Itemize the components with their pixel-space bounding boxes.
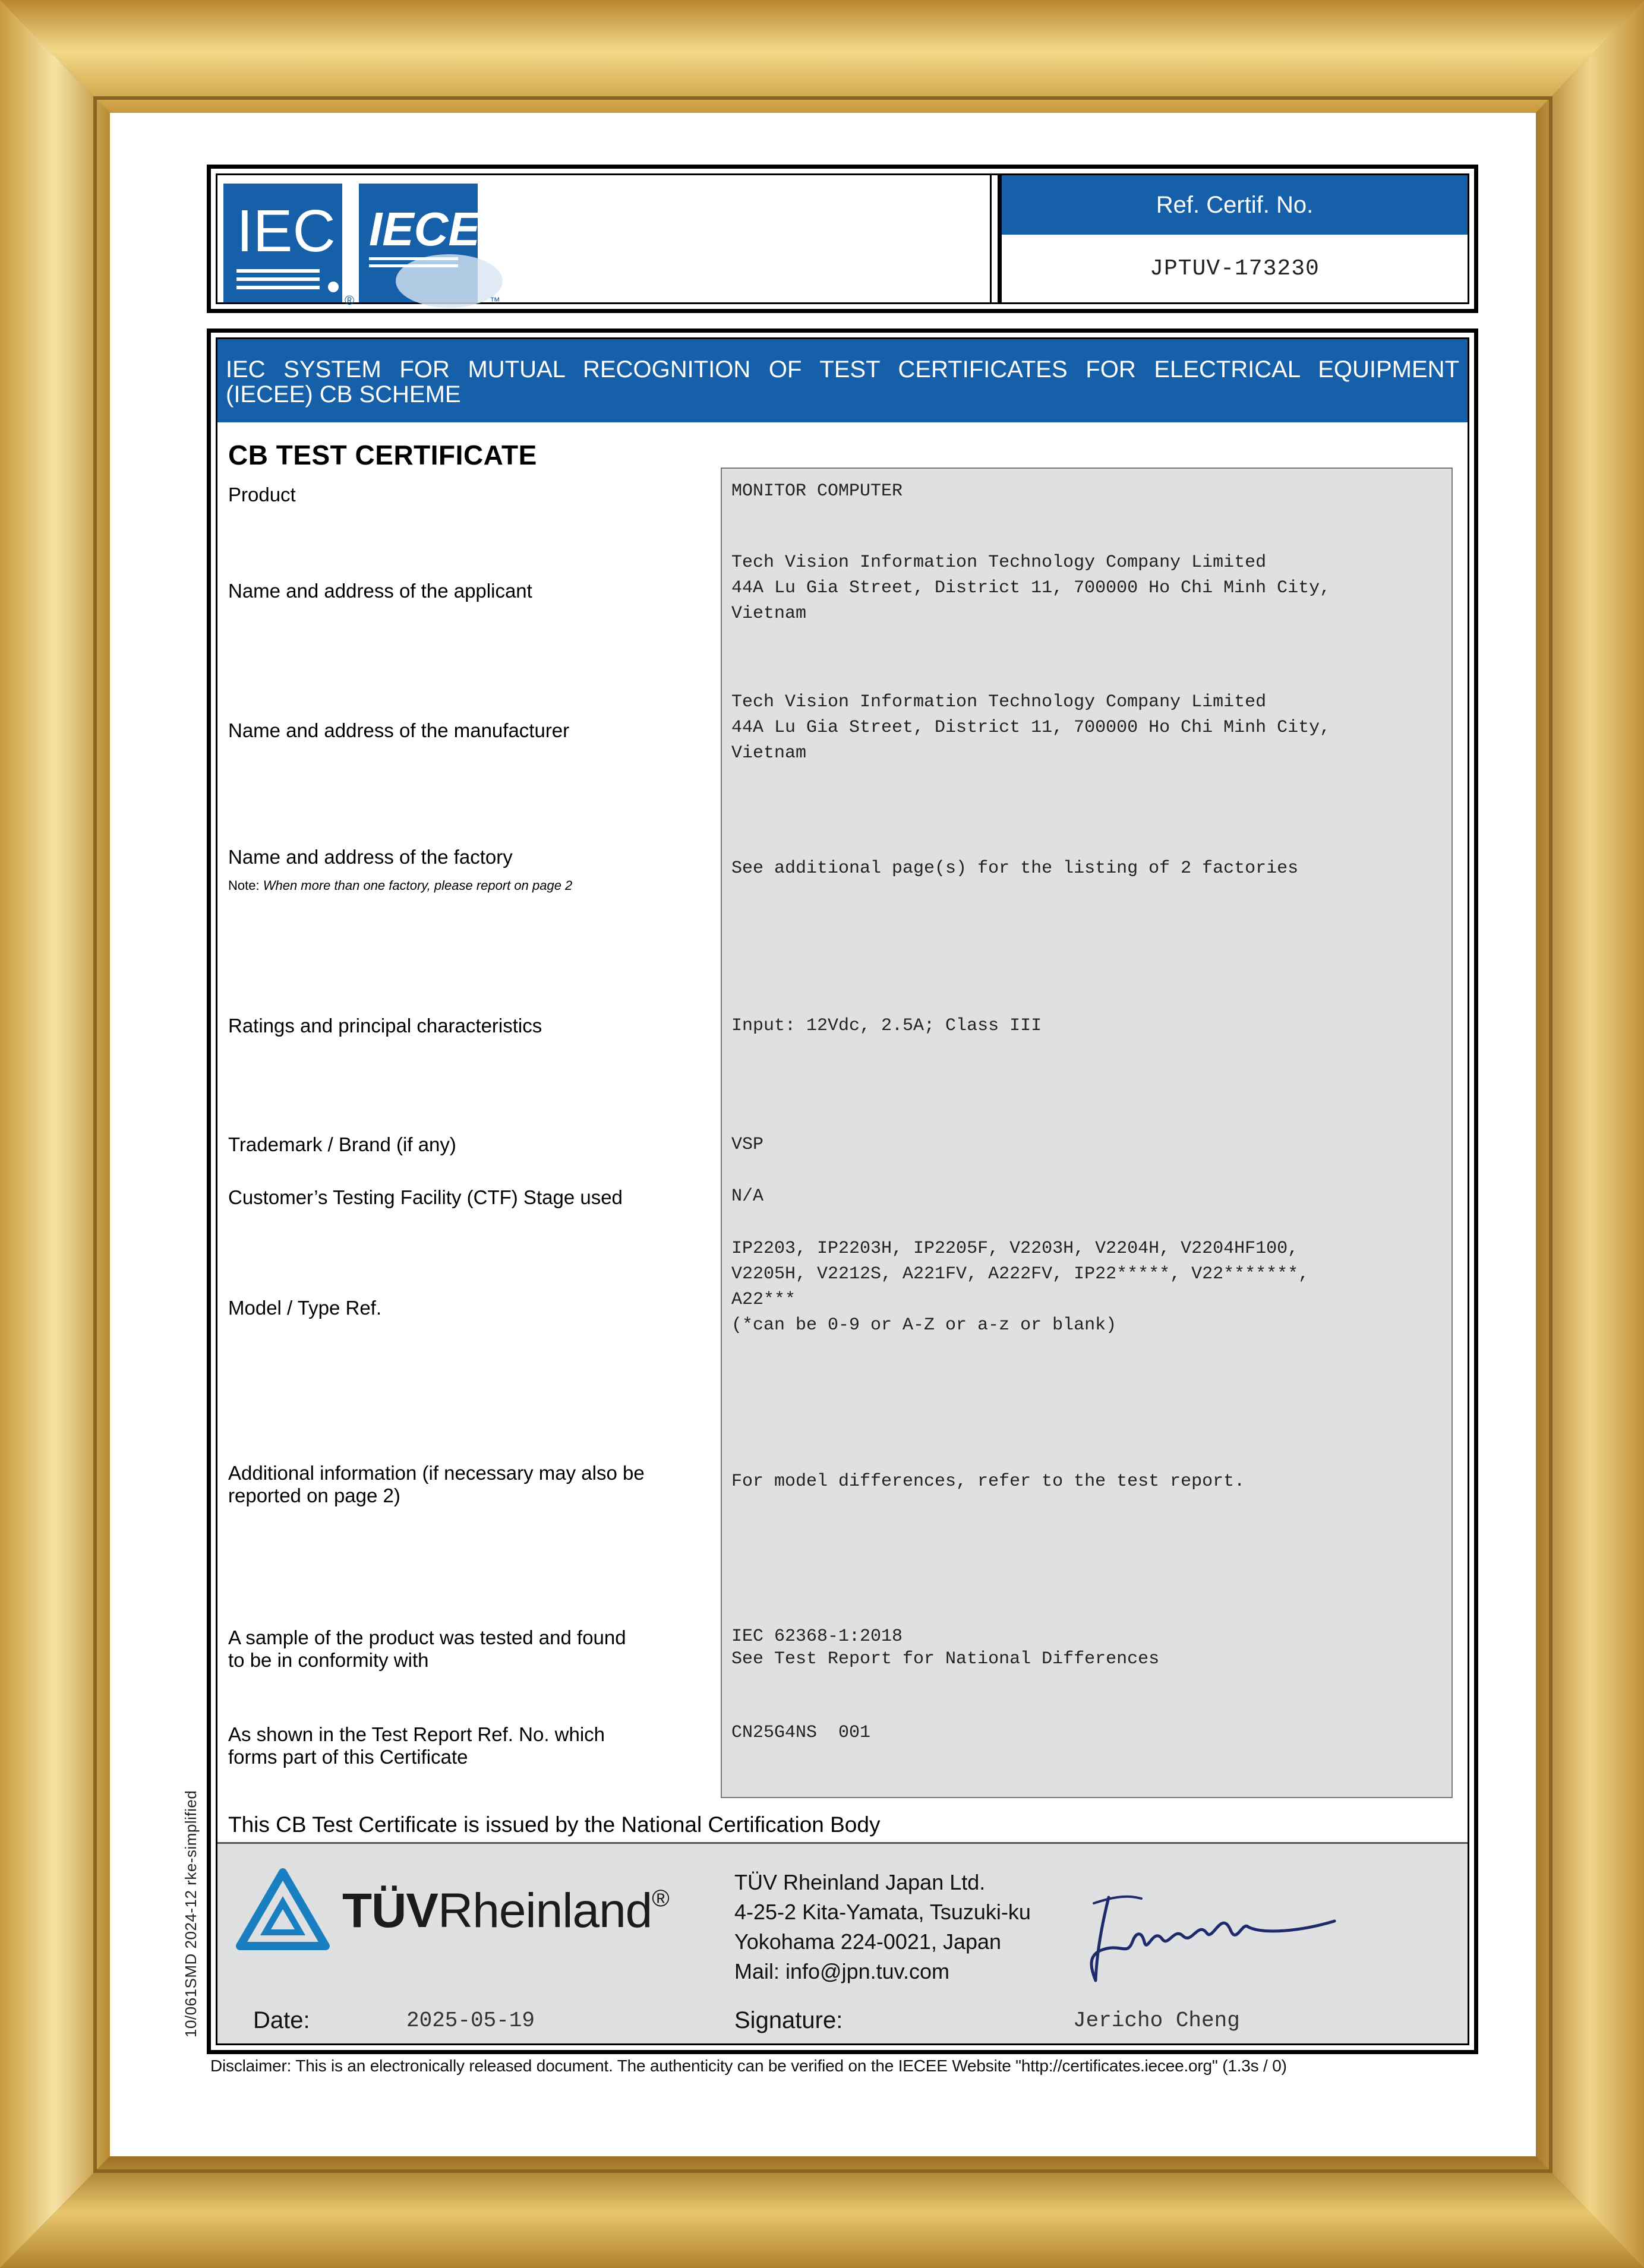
factory-value: See additional page(s) for the listing of 2 factories	[731, 858, 1299, 879]
signature-label: Signature:	[734, 2007, 843, 2033]
tuv-triangle-logo-icon	[235, 1868, 330, 1951]
logo-area	[217, 175, 992, 308]
date-label: Date:	[253, 2007, 310, 2033]
additional-info-value: For model differences, refer to the test report.	[731, 1471, 1245, 1492]
handwritten-signature	[1085, 1885, 1358, 1986]
factory-label	[228, 846, 572, 897]
trademark-value: VSP	[731, 1135, 764, 1155]
factory-label-text: Name and address of the factory	[228, 846, 513, 868]
issued-by-statement: This CB Test Certificate is issued by the National Certification Body	[228, 1812, 881, 1837]
factory-note: Note: When more than one factory, please report on page 2	[228, 878, 573, 893]
model-label: Model / Type Ref.	[228, 1297, 382, 1319]
date-value: 2025-05-19	[406, 2008, 535, 2033]
ncb-address-line: 4-25-2 Kita-Yamata, Tsuzuki-ku	[734, 1900, 1031, 1924]
ratings-label: Ratings and principal characteristics	[228, 1015, 542, 1037]
form-code: 10/061SMD 2024-12 rke-simplified	[182, 1790, 200, 2038]
conformity-value: IEC 62368-1:2018 See Test Report for National Differences	[731, 1626, 1160, 1669]
certificate-header	[207, 165, 1478, 313]
applicant-label: Name and address of the applicant	[228, 580, 532, 602]
additional-info-label: Additional information (if necessary may also be reported on page 2)	[228, 1462, 645, 1506]
ctf-label: Customer’s Testing Facility (CTF) Stage used	[228, 1186, 623, 1208]
product-label: Product	[228, 484, 296, 506]
report-ref-label: As shown in the Test Report Ref. No. which forms part of this Certificate	[228, 1723, 605, 1768]
conformity-label: A sample of the product was tested and found to be in conformity with	[228, 1626, 626, 1671]
iec-iecee-logo	[223, 180, 532, 311]
ncb-address-line: Yokohama 224-0021, Japan	[734, 1929, 1002, 1954]
tuv-rheinland-logo: TÜVRheinland®	[342, 1884, 669, 1938]
ref-certif-label: Ref. Certif. No.	[1002, 175, 1468, 235]
ref-certificate-cell	[998, 175, 1468, 302]
ncb-footer	[217, 1844, 1468, 2043]
disclaimer: Disclaimer: This is an electronically released document. The authenticity can be verified on the IECEE Website "http://certificates.iecee.org" (1.3s / 0)	[210, 2057, 1287, 2075]
ratings-value: Input: 12Vdc, 2.5A; Class III	[731, 1016, 1042, 1036]
ncb-address	[734, 1868, 1031, 1986]
product-value: MONITOR COMPUTER	[731, 481, 903, 501]
ncb-name: TÜV Rheinland Japan Ltd.	[734, 1870, 986, 1894]
iecee-logo-text: IECEE	[369, 203, 512, 255]
ctf-value: N/A	[731, 1186, 764, 1206]
svg-text:™: ™	[490, 295, 500, 307]
trademark-label: Trademark / Brand (if any)	[228, 1133, 456, 1155]
iec-logo-text: IEC	[236, 198, 336, 264]
values-panel	[721, 468, 1453, 1798]
page-title: CB TEST CERTIFICATE	[228, 440, 537, 470]
manufacturer-label: Name and address of the manufacturer	[228, 719, 570, 741]
ncb-email: Mail: info@jpn.tuv.com	[734, 1959, 950, 1983]
svg-text:®: ®	[345, 293, 355, 308]
scheme-banner	[217, 339, 1468, 422]
signature-name: Jericho Cheng	[1073, 2008, 1240, 2033]
manufacturer-value: Tech Vision Information Technology Company Limited 44A Lu Gia Street, District 11, 700000 Ho Chi Minh City, Vietnam	[731, 692, 1331, 763]
certificate-body	[207, 328, 1478, 2054]
report-ref-value: CN25G4NS 001	[731, 1723, 871, 1743]
scheme-banner-line2: (IECEE) CB SCHEME	[226, 381, 461, 408]
scheme-banner-line1: IEC SYSTEM FOR MUTUAL RECOGNITION OF TEST CERTIFICATES FOR ELECTRICAL EQUIPMENT	[226, 356, 1459, 383]
model-value: IP2203, IP2203H, IP2205F, V2203H, V2204H, V2204HF100, V2205H, V2212S, A221FV, A222FV, IP22*****, V22*******, A22*** (*can be 0-9 or A-Z or a-z or blank)	[731, 1239, 1309, 1335]
ref-certif-number: JPTUV-173230	[1150, 255, 1320, 282]
applicant-value: Tech Vision Information Technology Company Limited 44A Lu Gia Street, District 11, 700000 Ho Chi Minh City, Vietnam	[731, 552, 1331, 624]
